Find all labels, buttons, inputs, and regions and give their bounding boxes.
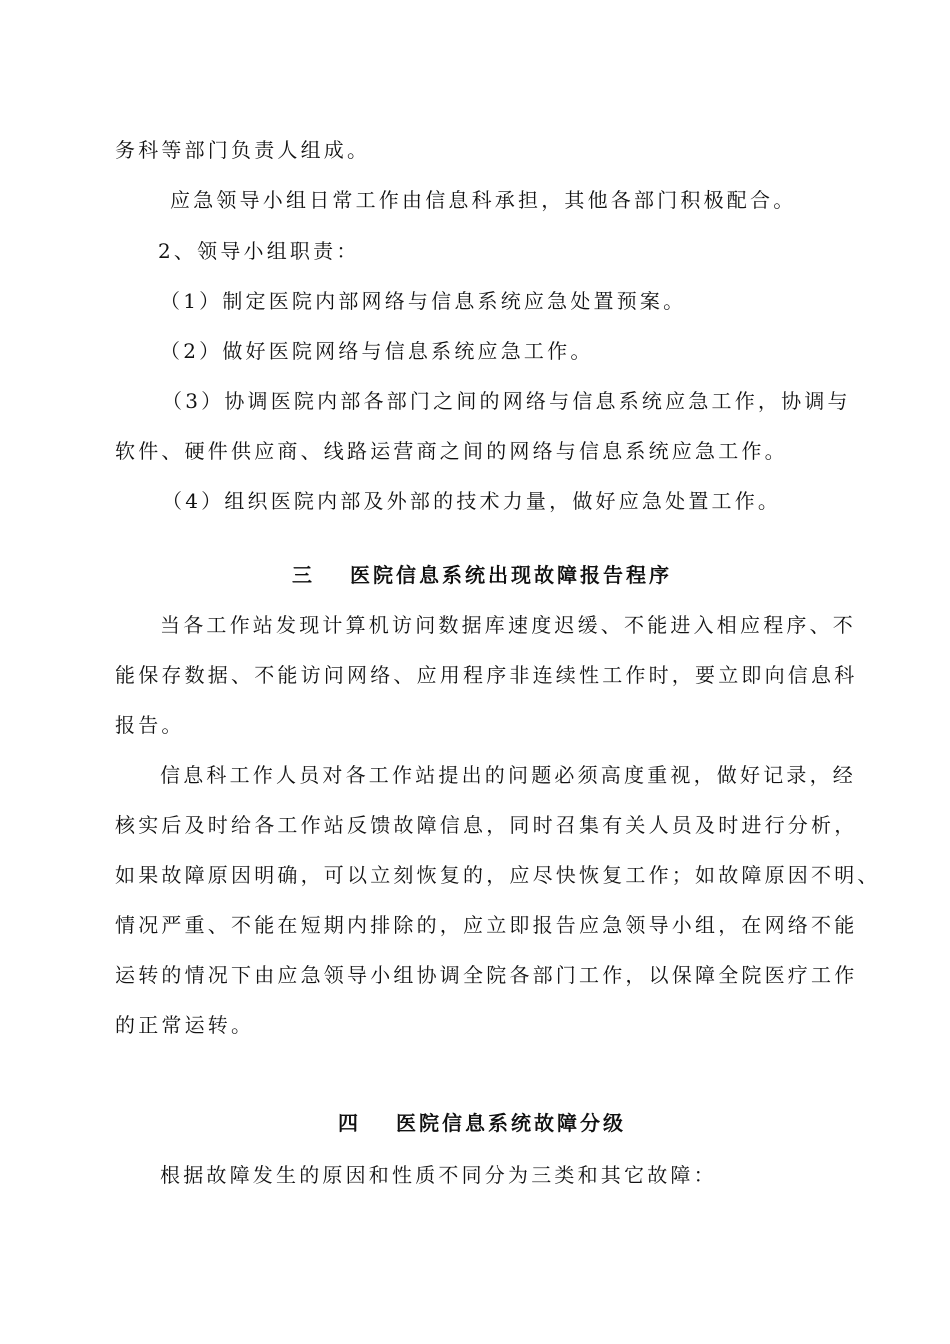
paragraph-line: （1）制定医院内部网络与信息系统应急处置预案。 — [160, 289, 687, 313]
paragraph-line: 当各工作站发现计算机访问数据库速度迟缓、不能进入相应程序、不 — [160, 613, 856, 637]
section-title: 医院信息系统出现故障报告程序 — [350, 563, 672, 587]
section-heading — [338, 1110, 626, 1136]
paragraph-line: 核实后及时给各工作站反馈故障信息，同时召集有关人员及时进行分析， — [115, 813, 858, 837]
paragraph-line: （4）组织医院内部及外部的技术力量，做好应急处置工作。 — [162, 489, 782, 513]
paragraph-line: 能保存数据、不能访问网络、应用程序非连续性工作时，要立即向信息科 — [115, 663, 858, 687]
paragraph-line: 务科等部门负责人组成。 — [115, 138, 371, 162]
paragraph-line: 运转的情况下由应急领导小组协调全院各部门工作，以保障全院医疗工作 — [115, 963, 858, 987]
paragraph-line: 应急领导小组日常工作由信息科承担，其他各部门积极配合。 — [170, 188, 797, 212]
paragraph-line: 如果故障原因明确，可以立刻恢复的，应尽快恢复工作；如故障原因不明、 — [115, 863, 881, 887]
paragraph-line: 的正常运转。 — [115, 1013, 255, 1037]
paragraph-line: （3）协调医院内部各部门之间的网络与信息系统应急工作，协调与 — [162, 389, 851, 413]
paragraph-line: 根据故障发生的原因和性质不同分为三类和其它故障： — [160, 1163, 717, 1187]
section-number: 三 — [292, 563, 315, 587]
section-heading — [292, 562, 672, 588]
paragraph-line: 情况严重、不能在短期内排除的，应立即报告应急领导小组，在网络不能 — [115, 913, 858, 937]
paragraph-line: 2、领导小组职责： — [158, 239, 360, 263]
paragraph-line: 报告。 — [115, 713, 185, 737]
section-title: 医院信息系统故障分级 — [396, 1111, 626, 1135]
paragraph-line: 信息科工作人员对各工作站提出的问题必须高度重视，做好记录，经 — [160, 763, 856, 787]
section-number: 四 — [338, 1111, 361, 1135]
paragraph-line: 软件、硬件供应商、线路运营商之间的网络与信息系统应急工作。 — [115, 439, 788, 463]
paragraph-line: （2）做好医院网络与信息系统应急工作。 — [160, 339, 594, 363]
